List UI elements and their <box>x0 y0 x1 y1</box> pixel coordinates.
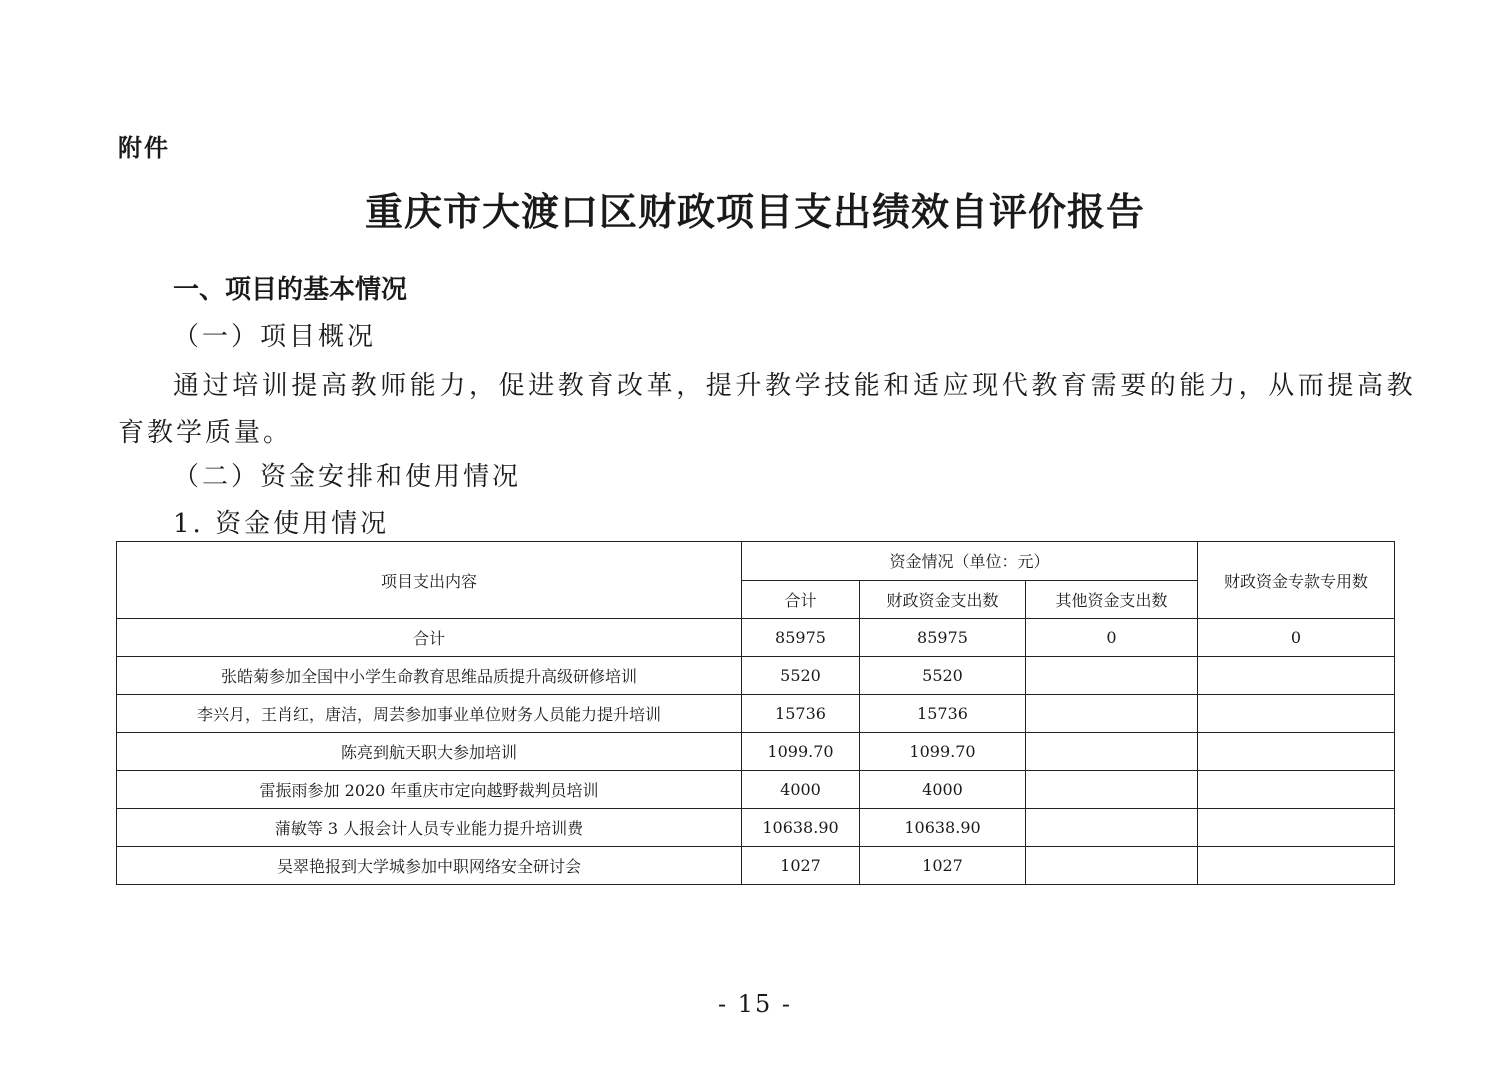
table-row <box>117 733 1395 771</box>
cell-other <box>1026 809 1198 847</box>
table-row <box>117 809 1395 847</box>
header-total: 合计 <box>742 580 860 619</box>
cell-fiscal: 5520 <box>860 657 1026 695</box>
cell-total: 15736 <box>742 695 860 733</box>
cell-other <box>1026 657 1198 695</box>
cell-content: 陈亮到航天职大参加培训 <box>117 733 742 771</box>
table-row <box>117 771 1395 809</box>
cell-special <box>1198 809 1395 847</box>
cell-content: 雷振雨参加 2020 年重庆市定向越野裁判员培训 <box>117 771 742 809</box>
cell-content: 蒲敏等 3 人报会计人员专业能力提升培训费 <box>117 809 742 847</box>
header-other: 其他资金支出数 <box>1026 580 1198 619</box>
header-content: 项目支出内容 <box>117 542 742 619</box>
cell-other: 0 <box>1026 619 1198 657</box>
cell-other <box>1026 695 1198 733</box>
overview-paragraph-line-2: 育教学质量。 <box>118 418 293 448</box>
cell-total: 10638.90 <box>742 809 860 847</box>
cell-other <box>1026 733 1198 771</box>
cell-special <box>1198 695 1395 733</box>
cell-fiscal: 1027 <box>860 847 1026 885</box>
cell-total: 85975 <box>742 619 860 657</box>
cell-fiscal: 4000 <box>860 771 1026 809</box>
attachment-label: 附件 <box>118 134 170 162</box>
subsection-overview: （一）项目概况 <box>173 322 377 352</box>
cell-total: 4000 <box>742 771 860 809</box>
subsection-funds-usage: 1. 资金使用情况 <box>173 509 390 539</box>
cell-other <box>1026 847 1198 885</box>
table-row <box>117 619 1395 657</box>
table-row <box>117 657 1395 695</box>
table-row <box>117 695 1395 733</box>
cell-total: 5520 <box>742 657 860 695</box>
cell-content: 合计 <box>117 619 742 657</box>
header-special: 财政资金专款专用数 <box>1198 542 1395 619</box>
cell-special <box>1198 847 1395 885</box>
cell-fiscal: 85975 <box>860 619 1026 657</box>
cell-content: 吴翠艳报到大学城参加中职网络安全研讨会 <box>117 847 742 885</box>
cell-fiscal: 10638.90 <box>860 809 1026 847</box>
cell-special: 0 <box>1198 619 1395 657</box>
cell-total: 1027 <box>742 847 860 885</box>
subsection-funds: （二）资金安排和使用情况 <box>173 462 522 492</box>
cell-other <box>1026 771 1198 809</box>
cell-fiscal: 15736 <box>860 695 1026 733</box>
cell-special <box>1198 733 1395 771</box>
cell-content: 张皓菊参加全国中小学生命教育思维品质提升高级研修培训 <box>117 657 742 695</box>
document-title: 重庆市大渡口区财政项目支出绩效自评价报告 <box>364 190 1145 234</box>
header-funds-group: 资金情况（单位：元） <box>742 542 1198 581</box>
cell-content: 李兴月，王肖红，唐洁，周芸参加事业单位财务人员能力提升培训 <box>117 695 742 733</box>
cell-fiscal: 1099.70 <box>860 733 1026 771</box>
cell-total: 1099.70 <box>742 733 860 771</box>
cell-special <box>1198 657 1395 695</box>
table-row <box>117 847 1395 885</box>
section-heading: 一、项目的基本情况 <box>173 275 408 305</box>
header-fiscal: 财政资金支出数 <box>860 580 1026 619</box>
cell-special <box>1198 771 1395 809</box>
funds-table <box>116 541 1395 885</box>
overview-paragraph-line-1: 通过培训提高教师能力，促进教育改革，提升教学技能和适应现代教育需要的能力，从而提高教 <box>173 371 1417 401</box>
page-number: - 15 - <box>717 990 792 1018</box>
